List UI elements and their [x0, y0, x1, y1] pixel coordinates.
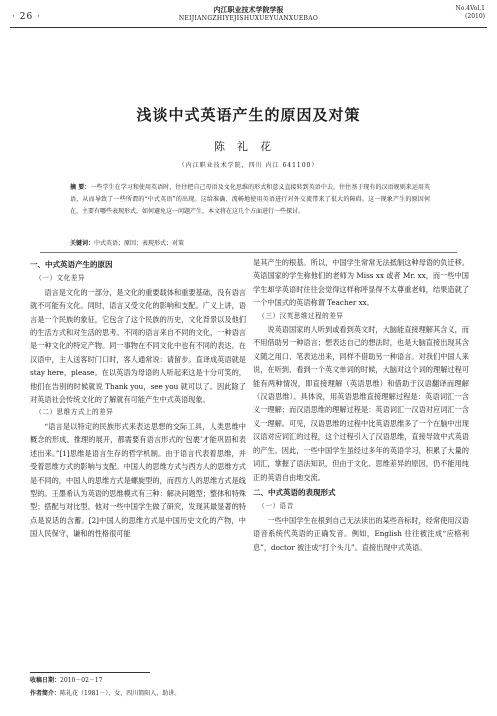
body-column-right: [253, 256, 469, 554]
body-paragraph: 说英语国家的人听到或看到英文时，大脑能直接理解其含义，而不用借助另一种语言；想表达自己的想法时，也是大脑直接出现其含义随之用口、笔表达出来，同样不借助另一种语言。对我们中国人来说，在听到、看到一个英文单词的时候，大脑对这个词的理解过程可能有两种情况，即直接理解（英语思维）和借助于汉语翻译而理解（汉语思维）。具体说，用英语思维直接理解过程是：英语词汇一含义一理解；而汉语思维的理解过程是：英语词汇一汉语对应词汇一含义一理解。可见，汉语思维的过程中比英语思维多了一个在脑中出现汉语对应词汇的过程，这个过程引入了汉语思维，直接导致中式英语的产生。因此，一些中国学生虽经过多年的英语学习，积累了大量的词汇，掌握了语法知识，但由于文化、思维差异的原因，仍不能用纯正的英语自由地交流。: [253, 325, 469, 482]
abstract-divider: [40, 252, 457, 253]
received-date: [30, 674, 180, 687]
body-paragraph: 是其产生的根基。所以，中国学生常常无法抵制这种母语的负迁移。英语国家的学生称他们的老师为 Miss xx 或者 Mr. xx，而一些中国学生却学英语时往往会觉得这样称呼显得不太尊重老师，结果造就了一个中国式的英语称谓 Teacher xx。: [253, 258, 469, 308]
abstract: [70, 182, 430, 218]
body-paragraph: “语言是以特定的民族形式来表达思想的交际工具，人类思维中概念的形成、推理的展开，都需要有语言形式的‘包裹’才能巩固和表述出来。”[1]思维是语言生存的哲学机制。由于语言代表着思维，并受着思维方式的影响与支配。中国人的思维方式与西方人的思维方式是不同的，中国人的思维方式是螺旋型的，而西方人的思维方式是线型的。王墨希认为英语的思维模式有三种：解决问题型；整体和特殊型；搭配与对比型。他对一些中国学生做了研究，发现其最显著的特点是说话的含蓄。[2]中国人的思维方式是中国历史文化的产物，中国人民保守，谦和的性格很可能: [30, 421, 246, 539]
page-number: · 26 ·: [12, 12, 41, 22]
section-heading: 一、中式英语产生的原因: [30, 260, 113, 269]
section-heading: 二、中式英语的表现形式: [253, 487, 336, 497]
subsection-heading: （一）语音: [258, 502, 294, 511]
author-bio-value: 陈礼花（1981－），女，四川简阳人，助讲。: [60, 690, 181, 697]
keywords-text: 中式英语；原因；表现形式；对策: [94, 240, 185, 247]
footnote-rule: [30, 672, 150, 673]
body-paragraph: 一些中国学生在根到自己无法读出的某些音标时，经常使用汉语语音系统代英语的正确发音。例如，English 往往被注成“应格利息”，doctor 被注成“打个头儿”。直接出现中式英语。: [253, 515, 469, 552]
received-label: 收稿日期：: [30, 677, 61, 684]
author-bio-label: 作者简介：: [30, 690, 61, 697]
header-rule: [10, 27, 487, 28]
keywords-label: 关键词：: [70, 240, 95, 247]
issue-info: [455, 5, 485, 21]
abstract-text: 一些学生在学习和使用英语时，往往把自己母语及文化思维的形式和意义直接转到英语中去，往往基于现有的汉语规则来运用英语，从而导致了一些所谓的“中式英语”的出现。这给准确、流畅地使用英语进行对外交流带来了很大的障碍。这一现象产生的原因何在，主要有哪些表现形式，如何避免这一问题产生，本文将在这几个方面进行一些探讨。: [70, 184, 430, 215]
abstract-label: 摘 要：: [70, 184, 91, 191]
body-paragraph: 语言是文化的一部分，是文化的重要载体和重要基础，没有语言就不可能有文化。同时，语言又受文化的影响和支配。广义上讲，语言是一个民族的象征，它包含了这个民族的历史，文化背景以及他们的生活方式和对生活的思考。不同的语言来自不同的文化，一种语言是一种文化的特定产物。同一事物在不同文化中也有不同的表达。在汉语中，主人送客时门口时，客人通常说：请留步。直译成英语就是 stay here，please。在以英语为母语的人听起来这是十分可笑的，他们在告别的时候就说 Thank you，see you 就可以了。因此除了对英语社会传统文化的了解就有可能产生中式英语现象。: [30, 287, 246, 405]
body-column-left: [30, 256, 246, 541]
article-title: 浅谈中式英语产生的原因及对策: [136, 106, 361, 124]
issue-year: (2010): [465, 13, 485, 20]
subsection-heading: （一）文化差异: [35, 274, 85, 283]
article-author: 陈礼花: [214, 140, 283, 153]
journal-name: [0, 5, 497, 22]
keywords: [70, 238, 430, 247]
journal-name-cn: 内江职业技术学院学报: [213, 5, 284, 14]
subsection-heading: （三）汉英思维过程的差异: [258, 311, 344, 320]
issue-volume: No.4Vol.1: [455, 5, 485, 12]
running-header: [0, 0, 497, 30]
subsection-heading: （二）思维方式上的差异: [35, 408, 114, 417]
footnote: [30, 674, 180, 700]
journal-name-en: NEIJIANGZHIYEJISHUXUEYUANXUEBAO: [178, 15, 319, 22]
author-affiliation: （内江职业技术学院，四川 内江 641100）: [178, 162, 319, 169]
author-bio: [30, 687, 180, 700]
received-value: 2010－02－17: [60, 677, 103, 684]
